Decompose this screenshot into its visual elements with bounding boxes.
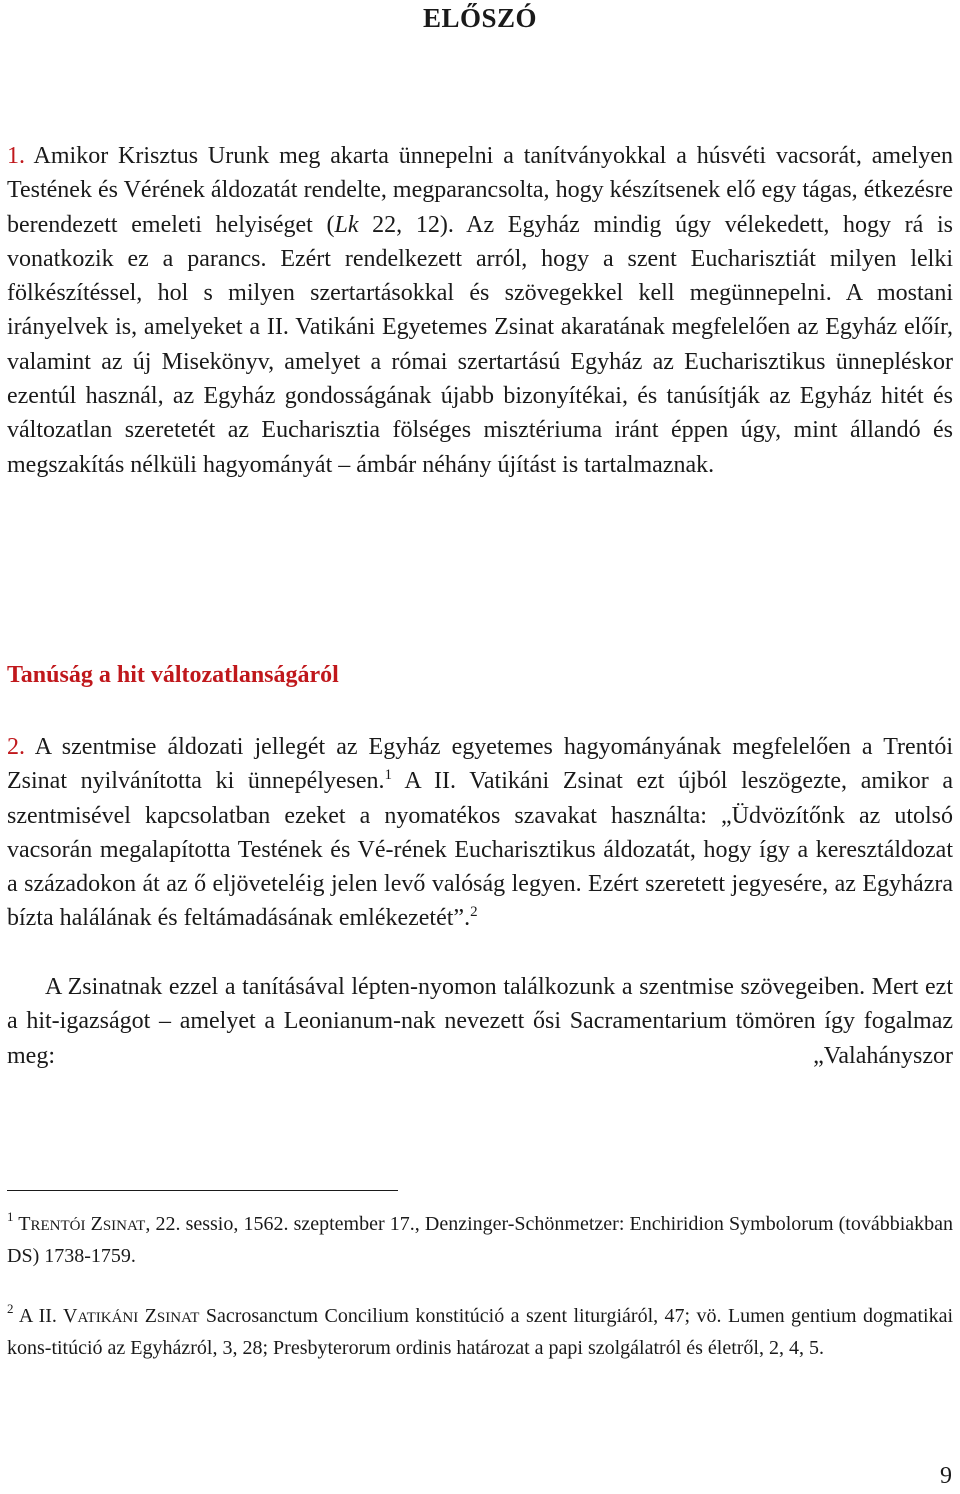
scripture-reference: Lk — [334, 211, 359, 238]
footnote-2 — [7, 1301, 953, 1363]
paragraph-text: 22, 12). Az Egyház mindig úgy vélekedett, hogy rá is vonatkozik ez a parancs. Ezért rendelkezett arról, hogy a szent Eucharisztiát milyen lelki fölkészítéssel, hol s milyen szertartásokkal és szövegekkel kell megünnepelni. A mostani irányelvek is, amelyeket a II. Vatikáni Egyetemes Zsinat akaratának megfelelően az Egyház előír, valamint az új Misekönyv, amelyet a római szertartású Egyház az Eucharisztikus ünnepléskor ezentúl használ, az Egyház gondosságának újabb bizonyítékai, és tanúsítják az Egyház hitét és változatlan szeretetét az Eucharisztia fölséges misztériuma iránt éppen úgy, mint állandó és megszakítás nélküli hagyományát – ámbár néhány újítást is tartalmaznak. — [7, 211, 953, 478]
small-caps-initial: Z — [144, 1305, 157, 1327]
footnote-ref-1[interactable]: 1 — [384, 767, 393, 784]
footnote-marker: 2 — [7, 1301, 14, 1316]
page-title: ELŐSZÓ — [422, 3, 538, 33]
section-heading: Tanúság a hit változatlanságáról — [7, 662, 339, 688]
footnote-text: Sacrosanctum Concilium konstitúció a szent liturgiáról, 47; vö. Lumen gentium dogmatikai kons-titúció az Egyházról, 3, 28; Presbyterorum ordinis határozat a papi szolgálatról és életről, 2, 4, 5. — [7, 1305, 954, 1359]
paragraph-2 — [7, 730, 953, 936]
small-caps-initial: V — [62, 1305, 78, 1327]
small-caps-rest: SINAT — [156, 1310, 200, 1326]
small-caps-initial: T — [18, 1213, 31, 1235]
footnote-ref-2[interactable]: 2 — [470, 904, 478, 921]
footnote-prefix: A II. — [13, 1305, 63, 1327]
paragraph-1 — [7, 139, 953, 482]
footnote-text: , 22. sessio, 1562. szeptember 17., Denzinger-Schönmetzer: Enchiridion Symbolorum (továbbiakban DS) 1738-1759. — [7, 1213, 954, 1267]
page-number: 9 — [940, 1463, 952, 1489]
small-caps-rest: ATIKÁNI — [77, 1310, 139, 1326]
footnote-marker: 1 — [7, 1209, 14, 1224]
paragraph-text: A II. Vatikáni Zsinat ezt újból leszögezte, amikor a szentmisével kapcsolatban ezeket a nyomatékos szavakat használta: „Üdvözítőnk az utolsó vacsorán megalapította Testének és Vé-rének Eucharisztikus áldozatát, hogy így a keresztáldozat a századokon át az ő eljöveteléig jelen levő valóság legyen. Ezért szeretett jegyesére, az Egyházra bízta halálának és feltámadásának emlékezetét”. — [7, 768, 953, 932]
paragraph-text: A Zsinatnak ezzel a tanításával lépten-nyomon találkozunk a szentmise szövegeiben. Mert ezt a hit-igazságot – amelyet a Leonianum-nak nevezett ősi Sacramentarium tömören így fogalmaz meg: „Valahányszor — [7, 974, 953, 1069]
paragraph-number: 2. — [7, 734, 25, 760]
small-caps-rest: SINAT — [102, 1218, 146, 1234]
paragraph-3 — [7, 970, 953, 1073]
paragraph-text: A szentmise áldozati jellegét az Egyház egyetemes hagyományának megfelelően a Trentói Zsinat nyilvánította ki ünnepélyesen. — [7, 734, 953, 795]
paragraph-text: Amikor Krisztus Urunk meg akarta ünnepelni a tanítványokkal a húsvéti vacsorát, amelyen Testének és Vérének áldozatát rendelte, megparancsolta, hogy készítsenek elő egy tágas, étkezésre berendezett emeleti helyiséget ( — [7, 143, 953, 238]
paragraph-number: 1. — [7, 143, 25, 169]
footnote-1 — [7, 1209, 953, 1271]
footnote-divider — [7, 1190, 398, 1191]
small-caps-rest: RENTÓI — [30, 1218, 86, 1234]
small-caps-initial: Z — [90, 1213, 103, 1235]
